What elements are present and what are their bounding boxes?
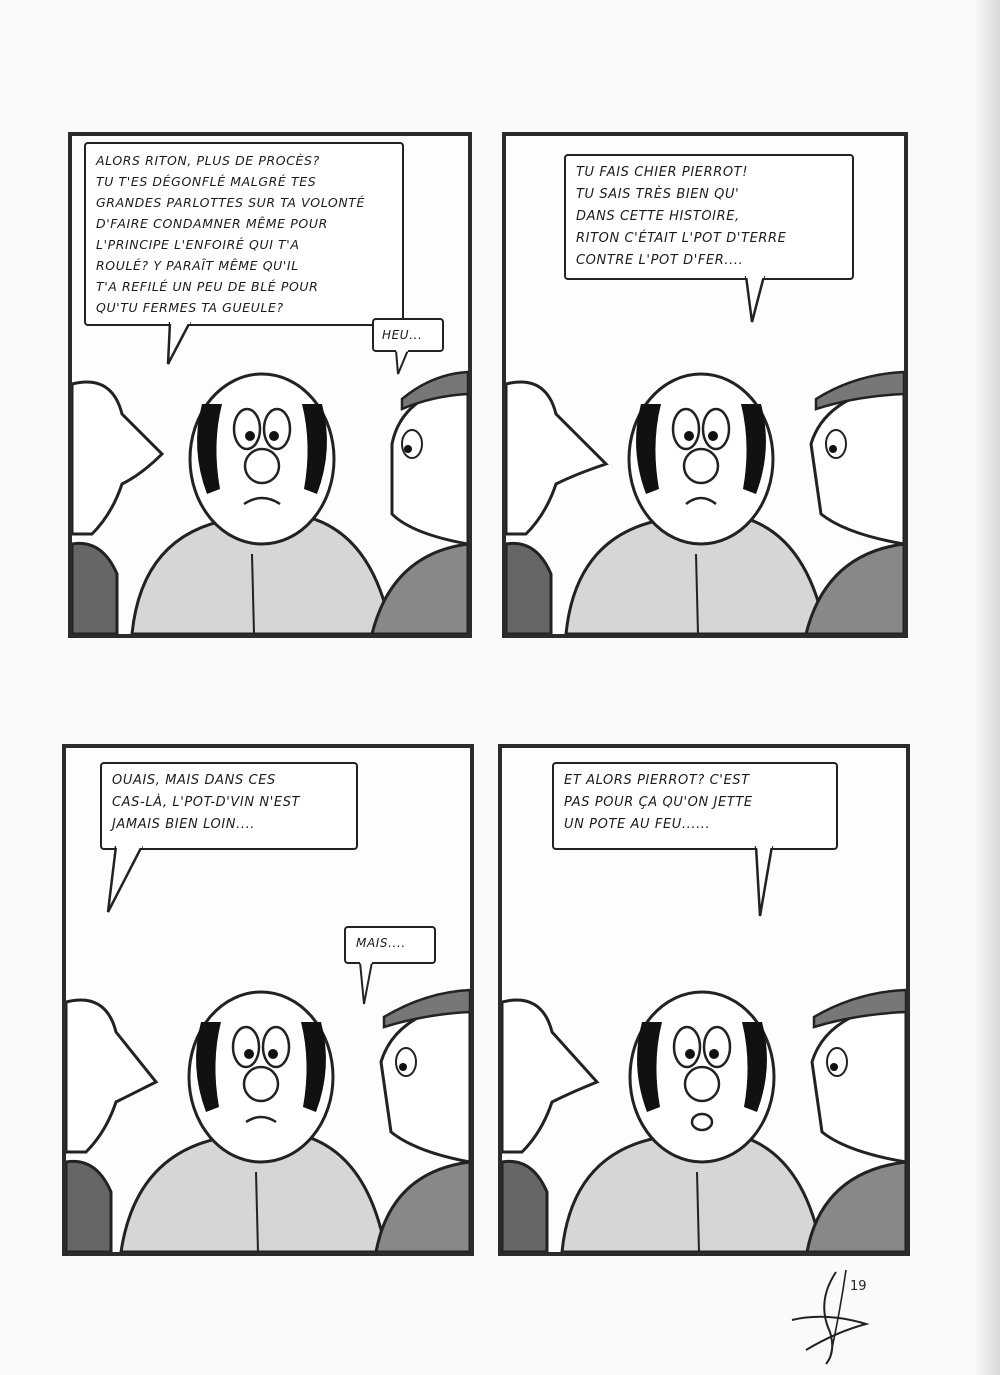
reply-bubble: HEU... — [372, 318, 444, 352]
signature-year: 19 — [850, 1279, 867, 1294]
speech-bubble-tail — [106, 846, 156, 916]
speech-bubble: ET ALORS PIERROT? C'EST PAS POUR ÇA QU'ON JETTE UN POTE AU FEU...... — [552, 762, 838, 850]
comic-panel-2 — [502, 132, 908, 638]
reply-bubble: MAIS.... — [344, 926, 436, 964]
panel-artwork — [502, 972, 906, 1252]
speech-bubble: ALORS RITON, PLUS DE PROCÈS? TU T'ES DÉGONFLÉ MALGRÉ TES GRANDES PARLOTTES SUR TA VOLONTÉ D'FAIRE CONDAMNER MÊME POUR L'PRINCIPE L'ENFOIRÉ QUI T'A ROULÉ? Y PARAÎT MÊME QU'IL T'A REFILÉ UN PEU DE BLÉ POUR QU'TU FERMES TA GUEULE? — [84, 142, 404, 326]
artist-signature — [786, 1262, 896, 1372]
speech-bubble-tail — [752, 846, 782, 920]
speech-bubble: OUAIS, MAIS DANS CES CAS-LÀ, L'POT-D'VIN N'EST JAMAIS BIEN LOIN.... — [100, 762, 358, 850]
comic-panel-4 — [498, 744, 910, 1256]
comic-panel-1 — [68, 132, 472, 638]
comic-panel-3 — [62, 744, 474, 1256]
panel-artwork — [72, 354, 468, 634]
speech-bubble-tail — [742, 276, 772, 324]
panel-artwork — [506, 354, 904, 634]
page-edge-shadow — [974, 0, 1000, 1375]
panel-artwork — [66, 972, 470, 1252]
speech-bubble: TU FAIS CHIER PIERROT! TU SAIS TRÈS BIEN QU' DANS CETTE HISTOIRE, RITON C'ÉTAIT L'POT D'TERRE CONTRE L'POT D'FER.... — [564, 154, 854, 280]
